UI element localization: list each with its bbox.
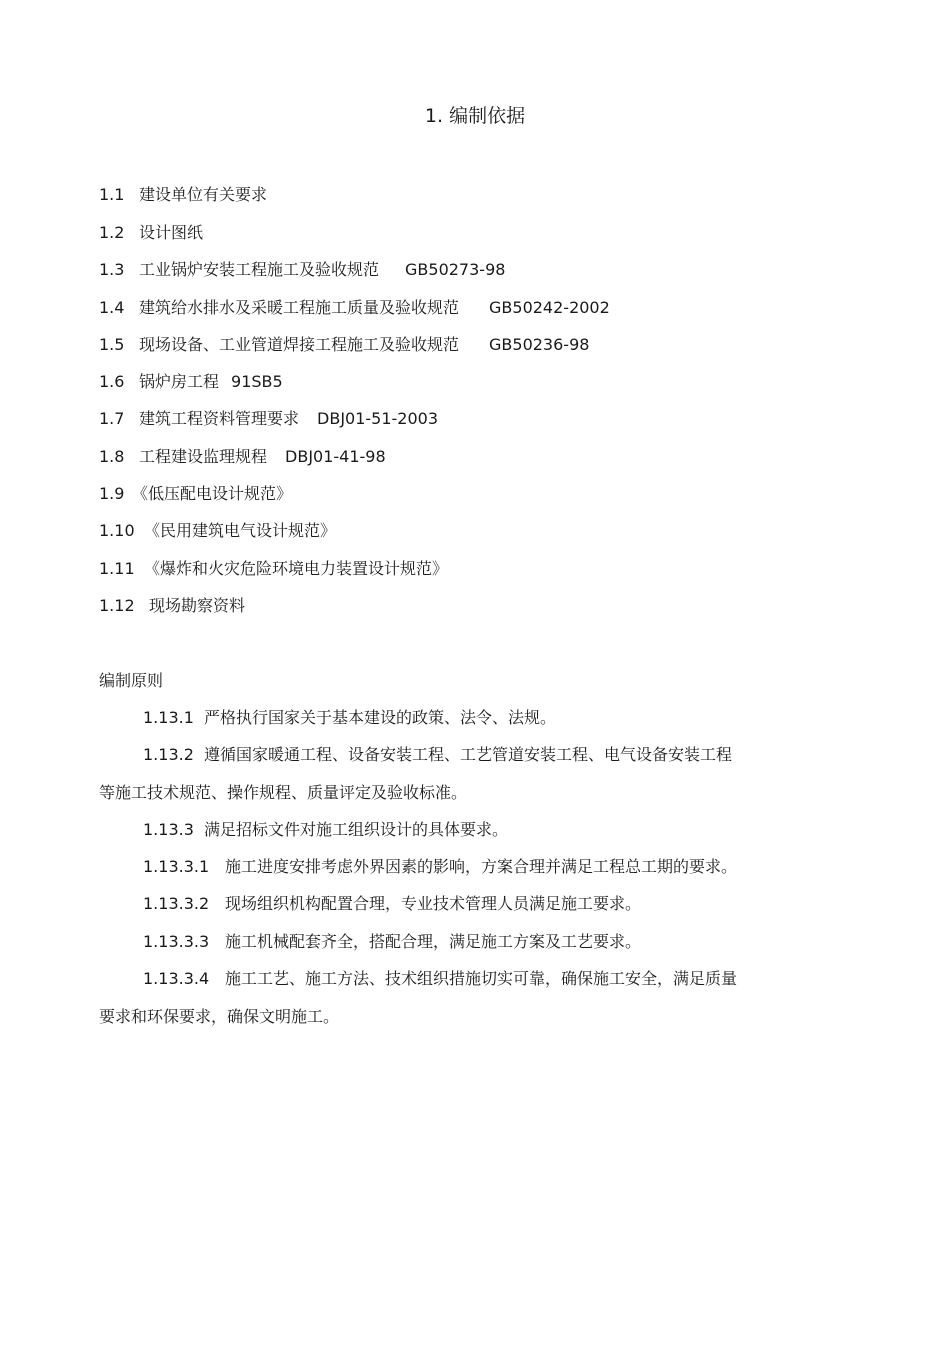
principle-item-continuation: 要求和环保要求，确保文明施工。: [99, 1007, 340, 1026]
item-text: 施工工艺、施工方法、技术组织措施切实可靠，确保施工安全，满足质量: [225, 969, 738, 988]
item-text: 《低压配电设计规范》: [132, 484, 293, 503]
principle-item-continuation: 等施工技术规范、操作规程、质量评定及验收标准。: [99, 783, 468, 802]
basis-item: [99, 297, 610, 319]
basis-item: [99, 259, 505, 281]
item-number: 1.11: [99, 559, 135, 578]
item-number: 1.13.3.1: [143, 857, 210, 876]
item-number: 1.4: [99, 298, 125, 317]
item-number: 1.13.1: [143, 708, 194, 727]
basis-item: [99, 184, 267, 206]
principle-item: [143, 744, 732, 766]
item-number: 1.6: [99, 372, 125, 391]
item-number: 1.1: [99, 185, 125, 204]
principle-item: [143, 968, 737, 990]
basis-item: [99, 558, 448, 580]
item-number: 1.3: [99, 260, 125, 279]
item-text: 工业锅炉安装工程施工及验收规范: [139, 260, 380, 279]
basis-item: [99, 371, 283, 393]
standard-code: DBJ01-51-2003: [317, 409, 439, 428]
item-text: 施工进度安排考虑外界因素的影响，方案合理并满足工程总工期的要求。: [225, 857, 738, 876]
standard-code: DBJ01-41-98: [285, 447, 386, 466]
item-number: 1.13.3: [143, 820, 194, 839]
principle-item: [143, 856, 737, 878]
principle-item: [143, 819, 508, 841]
item-number: 1.7: [99, 409, 125, 428]
item-number: 1.12: [99, 596, 135, 615]
item-text: 《爆炸和火灾危险环境电力装置设计规范》: [144, 559, 449, 578]
basis-item: [99, 520, 336, 542]
standard-code: GB50273-98: [405, 260, 506, 279]
item-number: 1.9: [99, 484, 125, 503]
basis-item: [99, 595, 245, 617]
section-title: 1. 编制依据: [424, 105, 526, 127]
principle-item: [143, 931, 641, 953]
basis-item: [99, 408, 438, 430]
item-number: 1.5: [99, 335, 125, 354]
item-text: 《民用建筑电气设计规范》: [144, 521, 337, 540]
item-text: 建筑工程资料管理要求: [139, 409, 300, 428]
basis-item: [99, 334, 589, 356]
principle-item: [143, 893, 641, 915]
basis-item: [99, 222, 203, 244]
item-number: 1.13.3.3: [143, 932, 210, 951]
item-number: 1.10: [99, 521, 135, 540]
item-text: 工程建设监理规程: [139, 447, 268, 466]
standard-code: GB50236-98: [489, 335, 590, 354]
item-text: 遵循国家暖通工程、设备安装工程、工艺管道安装工程、电气设备安装工程: [204, 745, 733, 764]
item-text: 满足招标文件对施工组织设计的具体要求。: [204, 820, 509, 839]
principles-heading: 编制原则: [99, 671, 164, 690]
item-number: 1.8: [99, 447, 125, 466]
item-text: 现场组织机构配置合理，专业技术管理人员满足施工要求。: [225, 894, 642, 913]
standard-code: GB50242-2002: [489, 298, 610, 317]
item-number: 1.13.2: [143, 745, 194, 764]
basis-item: [99, 483, 292, 505]
item-number: 1.13.3.4: [143, 969, 210, 988]
item-text: 严格执行国家关于基本建设的政策、法令、法规。: [204, 708, 557, 727]
item-text: 施工机械配套齐全，搭配合理，满足施工方案及工艺要求。: [225, 932, 642, 951]
basis-item: [99, 446, 386, 468]
principle-item: [143, 707, 556, 729]
item-text: 设计图纸: [139, 223, 204, 242]
item-text: 现场勘察资料: [149, 596, 246, 615]
item-text: 锅炉房工程: [139, 372, 220, 391]
item-text: 建设单位有关要求: [139, 185, 268, 204]
standard-code: 91SB5: [231, 372, 283, 391]
item-number: 1.13.3.2: [143, 894, 210, 913]
item-number: 1.2: [99, 223, 125, 242]
item-text: 建筑给水排水及采暖工程施工质量及验收规范: [139, 298, 460, 317]
item-text: 现场设备、工业管道焊接工程施工及验收规范: [139, 335, 460, 354]
